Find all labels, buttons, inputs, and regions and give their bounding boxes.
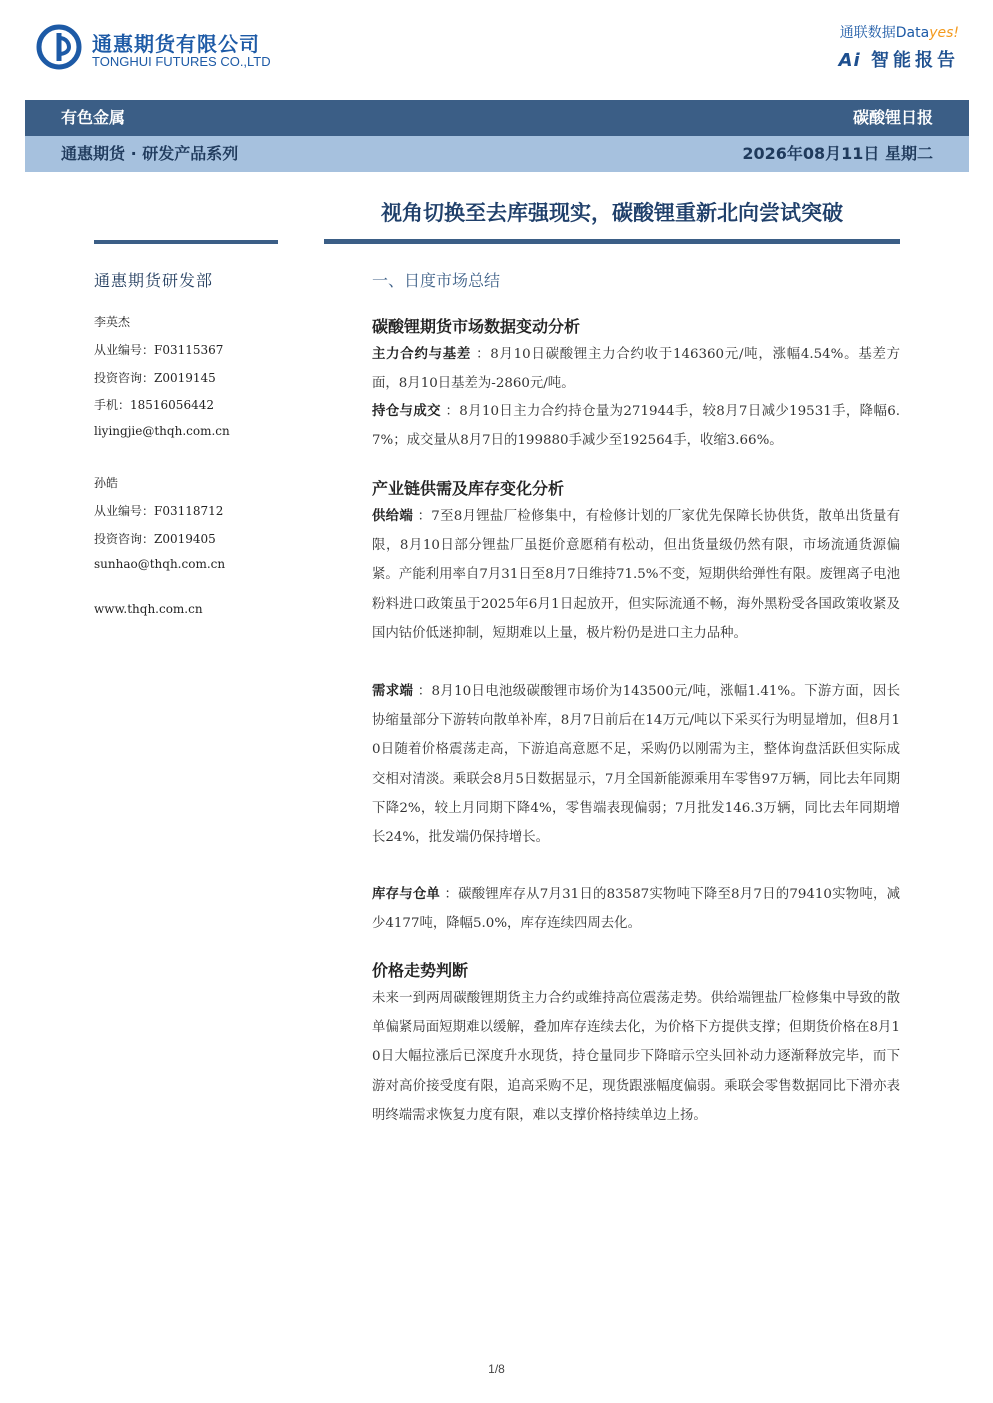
subheading-supply-demand: 产业链供需及库存变化分析 [372,479,565,498]
analyst-email[interactable]: liyingjie@thqh.com.cn [94,424,230,438]
analyst-license: 从业编号：F03118712 [94,504,224,518]
analyst-name: 李英杰 [94,315,131,329]
datayes-data: Data [895,25,930,41]
sidebar [94,268,314,616]
section-title: 一、日度市场总结 [372,271,501,290]
paragraph-label: 供给端 [372,509,414,524]
paragraph-text: ：8月10日碳酸锂主力合约收于146360元/吨，涨幅4.54%。基差方面，8月10日基差为-2860元/吨。 [372,347,901,392]
title-divider [324,239,900,244]
analyst-license: 从业编号：F03115367 [94,343,224,357]
tonghui-logo-icon [36,24,82,70]
subheading-price-outlook: 价格走势判断 [372,961,469,980]
company-name-en: TONGHUI FUTURES CO.,LTD [92,54,271,69]
paragraph-outlook: 未来一到两周碳酸锂期货主力合约或维持高位震荡走势。供给端锂盐厂检修集中导致的散单偏紧局面短期难以缓解，叠加库存连续去化，为价格下方提供支撑；但期货价格在8月10日大幅拉涨后已深度升水现货，持仓量同步下降暗示空头回补动力逐渐释放完毕，而下游对高价接受度有限，追高采购不足，现货跟涨幅度偏弱。乘联会零售数据同比下滑亦表明终端需求恢复力度有限，难以支撑价格持续单边上扬。 [372,991,900,1123]
subheading-futures: 碳酸锂期货市场数据变动分析 [372,317,581,336]
analyst-name: 孙皓 [94,476,119,490]
company-logo [36,24,336,76]
analyst-phone: 手机：18516056442 [94,398,214,412]
paragraph-label: 主力合约与基差 [372,347,472,362]
category-band [25,100,969,136]
datayes-cn: 通联数据 [839,25,896,41]
datayes-logo [739,22,959,72]
paragraph-label: 持仓与成交 [372,404,441,419]
dept-name: 通惠期货研发部 [94,271,214,290]
datayes-bottom [739,46,959,72]
analyst-email[interactable]: sunhao@thqh.com.cn [94,557,226,571]
report-date: 2026年08月11日 星期二 [742,144,933,163]
ai-mark: Ai [838,50,861,71]
analyst-consult: 投资咨询：Z0019405 [94,532,216,546]
datayes-top [739,22,959,42]
datayes-yes: yes! [929,25,959,41]
sidebar-divider [94,240,278,244]
report-type-label: 碳酸锂日报 [852,108,933,127]
paragraph-supply [372,502,900,648]
paragraph-text: ：碳酸锂库存从7月31日的83587实物吨下降至8月7日的79410实物吨，减少4177吨，降幅5.0%，库存连续四周去化。 [372,887,900,932]
paragraph-demand [372,677,900,852]
series-band [25,136,969,172]
page-number: 1/8 [488,1362,505,1376]
paragraph-contract-basis [372,340,900,398]
company-name-cn: 通惠期货有限公司 [92,32,260,56]
series-label: 通惠期货 · 研发产品系列 [61,144,239,163]
smart-report-label: 智能报告 [871,50,959,71]
category-label: 有色金属 [61,108,126,127]
paragraph-label: 库存与仓单 [372,887,441,902]
paragraph-text: ：8月10日主力合约持仓量为271944手，较8月7日减少19531手，降幅6.7%；成交量从8月7日的199880手减少至192564手，收缩3.66%。 [372,404,901,449]
analyst-consult: 投资咨询：Z0019145 [94,371,216,385]
website-link[interactable]: www.thqh.com.cn [94,602,203,616]
paragraph-text: ：7至8月锂盐厂检修集中，有检修计划的厂家优先保障长协供货，散单出货量有限，8月10日部分锂盐厂虽挺价意愿稍有松动，但出货量级仍然有限，市场流通货源偏紧。产能利用率自7月31日至8月7日维持71.5%不变，短期供给弹性有限。废锂离子电池粉料进口政策虽于2025年6月1日起放开，但实际流通不畅，海外黑粉受各国政策收紧及国内钴价低迷抑制，短期难以上量，极片粉仍是进口主力品种。 [372,509,901,641]
report-title: 视角切换至去库强现实，碳酸锂重新北向尝试突破 [381,201,843,225]
paragraph-inventory [372,880,900,938]
paragraph-label: 需求端 [372,684,414,699]
paragraph-position-volume [372,397,900,455]
paragraph-text: ：8月10日电池级碳酸锂市场价为143500元/吨，涨幅1.41%。下游方面，因长协缩量部分下游转向散单补库，8月7日前后在14万元/吨以下采买行为明显增加，但8月10日随着价格震荡走高，下游追高意愿不足，采购仍以刚需为主，整体询盘活跃但实际成交相对清淡。乘联会8月5日数据显示，7月全国新能源乘用车零售97万辆，同比去年同期下降2%，较上月同期下降4%，零售端表现偏弱；7月批发146.3万辆，同比去年同期增长24%，批发端仍保持增长。 [372,684,900,846]
